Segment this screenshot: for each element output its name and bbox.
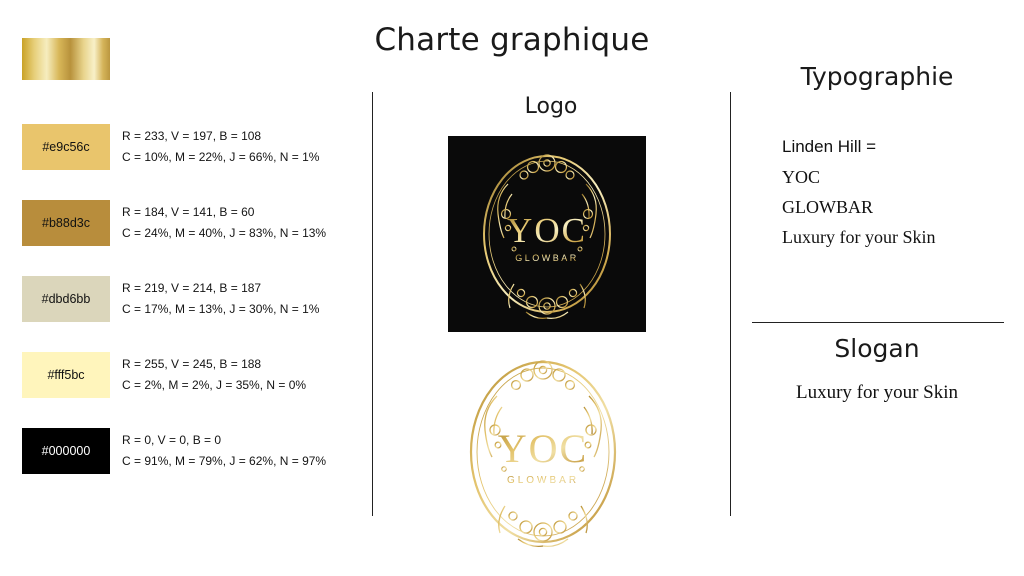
color-row — [22, 276, 352, 322]
color-row — [22, 200, 352, 246]
color-rgb: R = 255, V = 245, B = 188 — [122, 357, 262, 371]
color-cmyk: C = 2%, M = 2%, J = 35%, N = 0% — [122, 378, 307, 392]
color-chip: #000000 — [22, 428, 110, 474]
typography-samples — [782, 132, 1022, 252]
logo-mark-dark — [448, 136, 646, 332]
color-chip: #b88d3c — [22, 200, 110, 246]
logo-heading: Logo — [524, 94, 578, 119]
page-title: Charte graphique — [374, 22, 650, 58]
typography-sample: GLOWBAR — [782, 197, 873, 217]
color-row — [22, 352, 352, 398]
svg-text:GLOWBAR: GLOWBAR — [515, 253, 579, 263]
svg-text:YOC: YOC — [497, 426, 589, 471]
color-cmyk: C = 17%, M = 13%, J = 30%, N = 1% — [122, 302, 320, 316]
color-values — [122, 126, 372, 168]
color-row — [22, 124, 352, 170]
gold-gradient-swatch — [22, 38, 110, 80]
color-values — [122, 278, 372, 320]
typography-sample: Luxury for your Skin — [782, 227, 936, 247]
color-rgb: R = 219, V = 214, B = 187 — [122, 281, 262, 295]
slogan-heading: Slogan — [834, 334, 920, 363]
slogan-text: Luxury for your Skin — [795, 382, 958, 403]
logo-light-variant — [432, 344, 654, 560]
color-rgb: R = 184, V = 141, B = 60 — [122, 205, 255, 219]
color-values — [122, 430, 372, 472]
typography-heading: Typographie — [800, 62, 954, 91]
divider-typography-slogan — [752, 322, 1004, 323]
logo-dark-variant — [448, 136, 646, 332]
color-cmyk: C = 24%, M = 40%, J = 83%, N = 13% — [122, 226, 327, 240]
color-values — [122, 354, 372, 396]
svg-text:YOC: YOC — [507, 211, 587, 250]
color-cmyk: C = 10%, M = 22%, J = 66%, N = 1% — [122, 150, 320, 164]
divider-right — [730, 92, 731, 516]
svg-text:GLOWBAR: GLOWBAR — [506, 475, 580, 486]
color-cmyk: C = 91%, M = 79%, J = 62%, N = 97% — [122, 454, 327, 468]
color-row — [22, 428, 352, 474]
color-chip: #dbd6bb — [22, 276, 110, 322]
color-rgb: R = 233, V = 197, B = 108 — [122, 129, 262, 143]
color-chip: #fff5bc — [22, 352, 110, 398]
color-values — [122, 202, 372, 244]
typography-sample: YOC — [782, 167, 821, 187]
logo-mark-light — [432, 344, 654, 560]
color-palette-list — [22, 124, 352, 504]
typography-font-name: Linden Hill = — [782, 137, 877, 156]
divider-left — [372, 92, 373, 516]
color-chip: #e9c56c — [22, 124, 110, 170]
color-rgb: R = 0, V = 0, B = 0 — [122, 433, 222, 447]
